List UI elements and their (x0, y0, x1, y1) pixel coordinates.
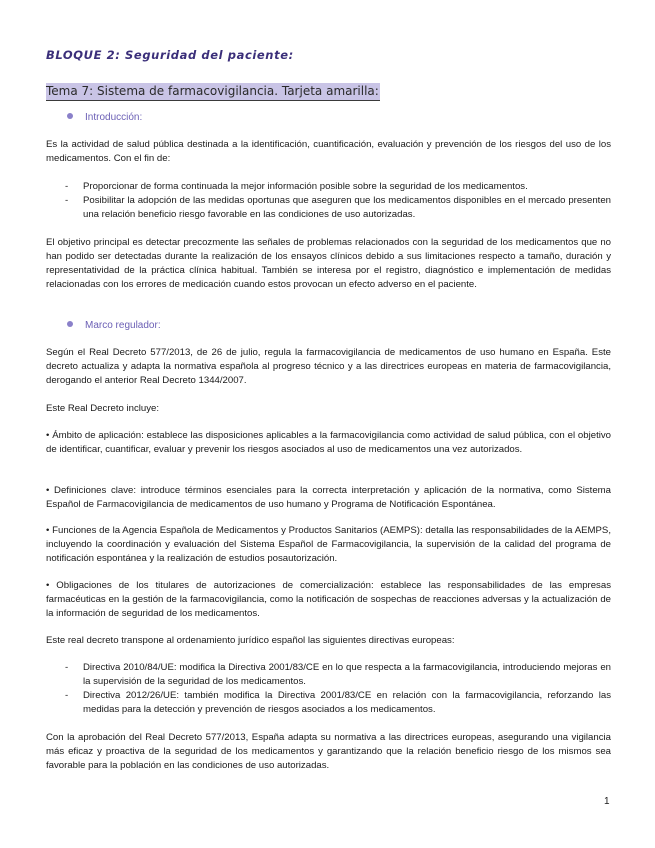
directives-list (46, 661, 611, 717)
regulatory-heading (67, 320, 161, 331)
objective-paragraph: El objetivo principal es detectar precozmente las señales de problemas relacionados con la seguridad de los medicamentos que no han podido ser detectadas durante la realización de los ensayos clínicos debido a sus limitaciones respecto a tamaño, duración y representatividad de la práctica clínica habitual. También se interesa por el registro, diagnóstico e implementación de medidas relacionadas con los errores de medicación cuando estos provocan un efecto adverso en el paciente. (46, 237, 611, 290)
list-item: - Posibilitar la adopción de las medidas oportunas que aseguren que los medicamentos disponibles en el mercado presenten una relación beneficio riesgo favorable en las condiciones de uso autorizadas. (65, 195, 611, 220)
directives-intro: Este real decreto transpone al ordenamiento jurídico español las siguientes directivas europeas: (46, 635, 455, 646)
regulatory-paragraph: Según el Real Decreto 577/2013, de 26 de julio, regula la farmacovigilancia de medicamentos de uso humano en España. Este decreto actualiza y adapta la normativa española al progreso técnico y a las directrices europeas en materia de farmacovigilancia, derogando el anterior Real Decreto 1344/2007. (46, 347, 611, 386)
list-item: - Proporcionar de forma continuada la mejor información posible sobre la seguridad de los medicamentos. (65, 181, 528, 192)
topic-title: Tema 7: Sistema de farmacovigilancia. Tarjeta amarilla: (46, 83, 380, 101)
page-number: 1 (604, 796, 610, 807)
include-item: • Obligaciones de los titulares de autorizaciones de comercialización: establece las responsabilidades de las empresas farmacéuticas en la gestión de la farmacovigilancia, como la notificación de sospechas de reacciones adversas y la actualización de la información de seguridad de los medicamentos. (46, 580, 611, 619)
bullet-icon (67, 321, 73, 327)
bullet-icon (67, 113, 73, 119)
regulatory-heading-label: Marco regulador: (85, 320, 161, 331)
include-item: • Definiciones clave: introduce términos esenciales para la correcta interpretación y aplicación de la normativa, como Sistema Español de Farmacovigilancia de medicamentos de uso humano y Programa de Notificación Espontánea. (46, 485, 611, 510)
list-item: - Directiva 2012/26/UE: también modifica la Directiva 2001/83/CE en relación con la farmacovigilancia, reforzando las medidas para la detección y prevención de riesgos asociados a los medicamentos. (65, 690, 611, 715)
intro-heading (67, 112, 142, 123)
include-item: • Funciones de la Agencia Española de Medicamentos y Productos Sanitarios (AEMPS): detalla las responsabilidades de la AEMPS, incluyendo la coordinación y evaluación del Sistema Español de Farmacovigilancia, la supervisión de la calidad del programa de notificación espontánea y la realización de estudios posautorización. (46, 525, 611, 564)
list-item: - Directiva 2010/84/UE: modifica la Directiva 2001/83/CE en lo que respecta a la farmacovigilancia, introduciendo mejoras en la supervisión de la seguridad de los medicamentos. (65, 662, 611, 687)
include-item: • Ámbito de aplicación: establece las disposiciones aplicables a la farmacovigilancia como actividad de salud pública, con el objetivo de identificar, cuantificar, evaluar y prevenir los riesgos asociados al uso de medicamentos una vez autorizados. (46, 430, 611, 455)
intro-heading-label: Introducción: (85, 112, 143, 123)
block-title: BLOQUE 2: Seguridad del paciente: (46, 48, 294, 62)
includes-intro: Este Real Decreto incluye: (46, 403, 160, 414)
closing-paragraph: Con la aprobación del Real Decreto 577/2013, España adapta su normativa a las directrices europeas, asegurando una vigilancia más eficaz y proactiva de la seguridad de los medicamentos y garantizando que la relación beneficio riesgo de los mismos sea favorable para la población en las condiciones de uso autorizadas. (46, 732, 611, 771)
intro-list (46, 180, 611, 222)
intro-paragraph: Es la actividad de salud pública destinada a la identificación, cuantificación, evaluación y prevención de los riesgos del uso de los medicamentos. Con el fin de: (46, 139, 611, 164)
